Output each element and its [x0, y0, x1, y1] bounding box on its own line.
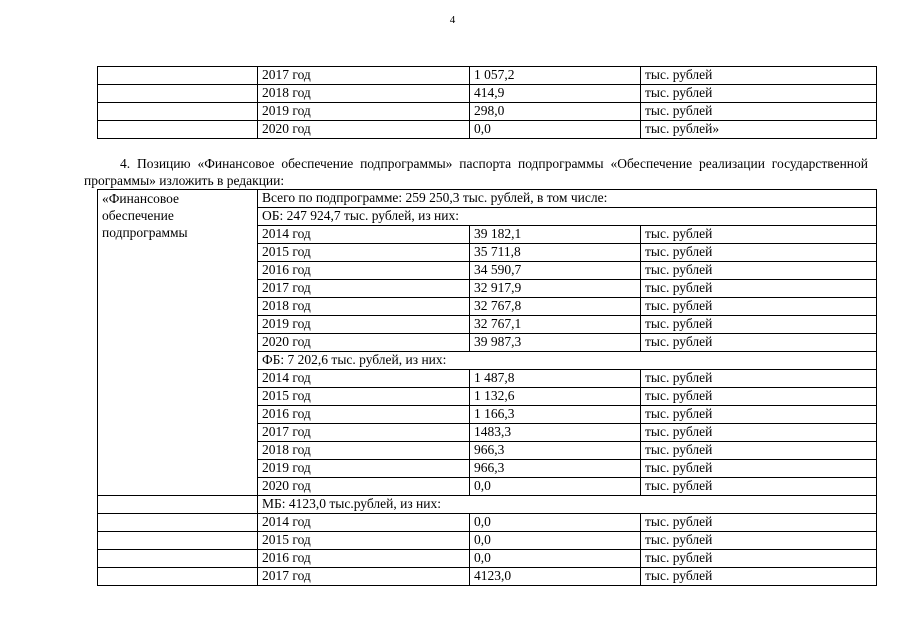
- mb-header-cell: МБ: 4123,0 тыс.рублей, из них:: [258, 496, 877, 514]
- year-cell: 2019 год: [258, 460, 470, 478]
- year-cell: 2016 год: [258, 262, 470, 280]
- table-row: [98, 532, 877, 550]
- unit-cell: тыс. рублей: [641, 514, 877, 532]
- unit-cell: тыс. рублей: [641, 424, 877, 442]
- value-cell: 966,3: [470, 460, 641, 478]
- financing-label-cell: [98, 190, 258, 496]
- unit-cell: тыс. рублей»: [641, 121, 877, 139]
- instruction-paragraph: 4. Позицию «Финансовое обеспечение подпрограммы» паспорта подпрограммы «Обеспечение реализации государственной программы» изложить в редакции:: [84, 156, 868, 188]
- year-cell: 2020 год: [258, 478, 470, 496]
- value-cell: 0,0: [470, 121, 641, 139]
- table-row: [98, 514, 877, 532]
- empty-cell: [98, 103, 258, 121]
- value-cell: 39 987,3: [470, 334, 641, 352]
- value-cell: 32 767,8: [470, 298, 641, 316]
- table-row: [98, 67, 877, 85]
- fb-header-cell: ФБ: 7 202,6 тыс. рублей, из них:: [258, 352, 877, 370]
- table-row: [98, 568, 877, 586]
- year-cell: 2016 год: [258, 406, 470, 424]
- value-cell: 0,0: [470, 550, 641, 568]
- unit-cell: тыс. рублей: [641, 298, 877, 316]
- unit-cell: тыс. рублей: [641, 280, 877, 298]
- unit-cell: тыс. рублей: [641, 442, 877, 460]
- financing-label-line: подпрограммы: [102, 225, 188, 240]
- unit-cell: тыс. рублей: [641, 85, 877, 103]
- unit-cell: тыс. рублей: [641, 478, 877, 496]
- value-cell: 1 487,8: [470, 370, 641, 388]
- year-cell: 2017 год: [258, 67, 470, 85]
- table-row: [98, 496, 877, 514]
- year-cell: 2018 год: [258, 442, 470, 460]
- value-cell: 1 057,2: [470, 67, 641, 85]
- financing-table: [97, 189, 877, 586]
- value-cell: 34 590,7: [470, 262, 641, 280]
- table-row: [98, 103, 877, 121]
- value-cell: 298,0: [470, 103, 641, 121]
- empty-cell: [98, 568, 258, 586]
- unit-cell: тыс. рублей: [641, 532, 877, 550]
- year-cell: 2019 год: [258, 316, 470, 334]
- year-cell: 2017 год: [258, 280, 470, 298]
- value-cell: 32 917,9: [470, 280, 641, 298]
- year-cell: 2017 год: [258, 424, 470, 442]
- unit-cell: тыс. рублей: [641, 388, 877, 406]
- unit-cell: тыс. рублей: [641, 244, 877, 262]
- value-cell: 966,3: [470, 442, 641, 460]
- unit-cell: тыс. рублей: [641, 370, 877, 388]
- unit-cell: тыс. рублей: [641, 226, 877, 244]
- value-cell: 35 711,8: [470, 244, 641, 262]
- value-cell: 39 182,1: [470, 226, 641, 244]
- unit-cell: тыс. рублей: [641, 550, 877, 568]
- value-cell: 32 767,1: [470, 316, 641, 334]
- unit-cell: тыс. рублей: [641, 406, 877, 424]
- value-cell: 1 132,6: [470, 388, 641, 406]
- year-cell: 2015 год: [258, 532, 470, 550]
- year-cell: 2020 год: [258, 121, 470, 139]
- empty-cell: [98, 496, 258, 514]
- year-cell: 2014 год: [258, 226, 470, 244]
- unit-cell: тыс. рублей: [641, 316, 877, 334]
- value-cell: 1 166,3: [470, 406, 641, 424]
- value-cell: 0,0: [470, 514, 641, 532]
- financing-label-line: обеспечение: [102, 208, 174, 223]
- value-cell: 414,9: [470, 85, 641, 103]
- year-cell: 2014 год: [258, 514, 470, 532]
- unit-cell: тыс. рублей: [641, 334, 877, 352]
- unit-cell: тыс. рублей: [641, 460, 877, 478]
- continuation-table: [97, 66, 877, 139]
- unit-cell: тыс. рублей: [641, 67, 877, 85]
- value-cell: 4123,0: [470, 568, 641, 586]
- value-cell: 0,0: [470, 532, 641, 550]
- year-cell: 2018 год: [258, 298, 470, 316]
- year-cell: 2020 год: [258, 334, 470, 352]
- unit-cell: тыс. рублей: [641, 262, 877, 280]
- table-row: [98, 190, 877, 208]
- year-cell: 2019 год: [258, 103, 470, 121]
- year-cell: 2016 год: [258, 550, 470, 568]
- year-cell: 2018 год: [258, 85, 470, 103]
- value-cell: 0,0: [470, 478, 641, 496]
- year-cell: 2014 год: [258, 370, 470, 388]
- empty-cell: [98, 550, 258, 568]
- table-row: [98, 121, 877, 139]
- total-cell: Всего по подпрограмме: 259 250,3 тыс. рублей, в том числе:: [258, 190, 877, 208]
- unit-cell: тыс. рублей: [641, 568, 877, 586]
- page-number: 4: [449, 14, 456, 26]
- empty-cell: [98, 532, 258, 550]
- year-cell: 2015 год: [258, 388, 470, 406]
- year-cell: 2015 год: [258, 244, 470, 262]
- value-cell: 1483,3: [470, 424, 641, 442]
- empty-cell: [98, 514, 258, 532]
- financing-label-line: «Финансовое: [102, 191, 180, 206]
- year-cell: 2017 год: [258, 568, 470, 586]
- unit-cell: тыс. рублей: [641, 103, 877, 121]
- empty-cell: [98, 67, 258, 85]
- table-row: [98, 550, 877, 568]
- table-row: [98, 85, 877, 103]
- empty-cell: [98, 121, 258, 139]
- empty-cell: [98, 85, 258, 103]
- ob-header-cell: ОБ: 247 924,7 тыс. рублей, из них:: [258, 208, 877, 226]
